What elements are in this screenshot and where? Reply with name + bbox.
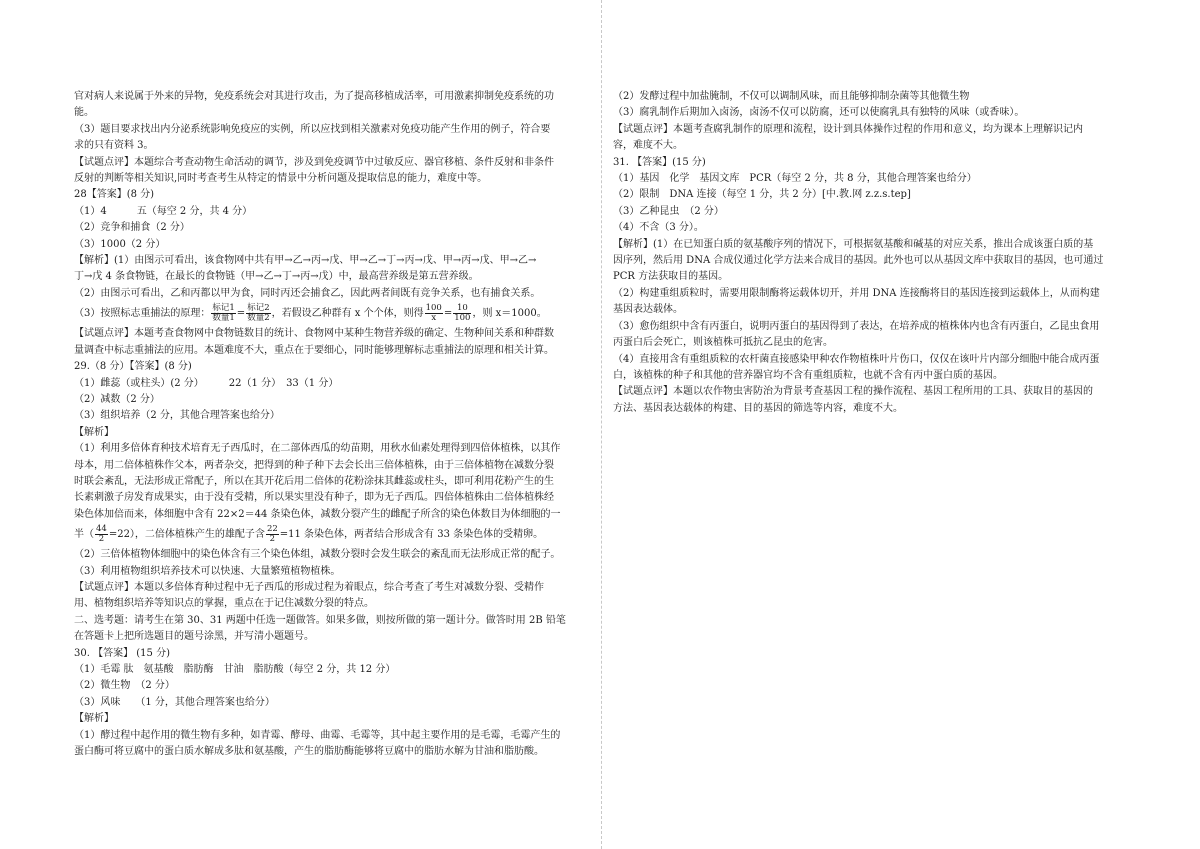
text-line: （4）不含（3 分）。 bbox=[613, 222, 704, 234]
text-line: 量调查中标志重捕法的应用。本题难度不大，重点在于要细心，同时能够理解标志重捕法的原理和相关计算。 bbox=[74, 344, 554, 356]
text-line: （1）毛霉 肽 氨基酸 脂肪酶 甘油 脂肪酸（每空 2 分，共 12 分） bbox=[74, 664, 396, 675]
question-heading: 28【答案】(8 分) bbox=[74, 189, 155, 201]
text-line: 【试题点评】本题考查腐乳制作的原理和流程，设计到具体操作过程的作用和意义，均为课本上理解识记内 bbox=[613, 123, 1083, 135]
fraction: $\frac{\text{标记1}}{\text{数量1}}$ bbox=[212, 303, 235, 324]
text-line: （3）题目要求找出内分泌系统影响免疫应的实例，所以应找到相关激素对免疫功能产生作用的例子，符合要 bbox=[74, 123, 551, 135]
text-line: 时联会紊乱，无法形成正常配子，所以在其开花后用二倍体的花粉涂抹其雌蕊或柱头，即可利用花粉产生的生 bbox=[74, 475, 554, 487]
text-line: 容，难度不大。 bbox=[613, 140, 683, 152]
fraction: $\frac{44}{2}$ bbox=[96, 524, 107, 545]
right-column bbox=[613, 89, 1129, 417]
text-line: （3）1000（2 分） bbox=[74, 238, 166, 250]
text-line: 求的只有资料 3。 bbox=[74, 140, 154, 152]
text-line: 【试题点评】本题考查食物网中食物链数目的统计、食物网中某种生物营养级的确定、生物种间关系和种群数 bbox=[74, 328, 554, 340]
fraction: $\frac{\text{标记2}}{\text{数量2}}$ bbox=[247, 303, 270, 324]
mark-recapture-formula: （3）按照标志重捕法的原理： $\frac{\text{标记1}}{\text{数量1}}$ = $\frac{\text{标记2}}{\text{数量2}}$ ，若假设乙种群有 x 个个体，则得 $\frac{100}{x}$ = $\frac{10}{100}$ ，则 x＝1000。 bbox=[74, 303, 547, 324]
text-line: 在答题卡上把所选题目的题号涂黑，并写清小题题号。 bbox=[74, 631, 314, 643]
text-line: （3）愈伤组织中含有丙蛋白，说明丙蛋白的基因得到了表达，在培养成的植株体内也含有丙蛋白，乙昆虫食用 bbox=[613, 320, 1100, 332]
text-line: （3）风味 （1 分，其他合理答案也给分） bbox=[74, 696, 275, 708]
text-line: 因序列，然后用 DNA 合成仪通过化学方法来合成目的基因。此外也可以从基因文库中获取目的基因，也可通过 bbox=[613, 255, 1104, 267]
text-line: 官对病人来说属于外来的异物，免疫系统会对其进行攻击，为了提高移植成活率，可用激素抑制免疫系统的功 bbox=[74, 91, 554, 102]
text-line: 用、植物组织培养等知识点的掌握，重点在于记住减数分裂的特点。 bbox=[74, 598, 374, 610]
text-line: 【解析】 bbox=[74, 713, 114, 725]
text-line: （3）利用植物组织培养技术可以快速、大量繁殖植物植株。 bbox=[74, 565, 341, 577]
text-line: 【试题点评】本题以多倍体育种过程中无子西瓜的形成过程为着眼点，综合考查了考生对减数分裂、受精作 bbox=[74, 581, 544, 593]
text-line: （3）腐乳制作后期加入卤汤，卤汤不仅可以防腐，还可以使腐乳具有独特的风味（或香味）。 bbox=[613, 107, 1025, 119]
text-line: 母本，用二倍体植株作父本，两者杂交，把得到的种子种下去会长出三倍体植株，由于三倍体植物在减数分裂 bbox=[74, 459, 554, 471]
text-line: （2）由图示可看出，乙和丙都以甲为食，同时丙还会捕食乙，因此两者间既有竞争关系，也有捕食关系。 bbox=[74, 287, 541, 299]
text-line: 反射的判断等相关知识,同时考查考生从特定的情景中分析问题及提取信息的能力，难度中等。 bbox=[74, 173, 488, 185]
text-line: （2）三倍体植物体细胞中的染色体含有三个染色体组，减数分裂时会发生联会的紊乱而无法形成正常的配子。 bbox=[74, 549, 561, 561]
text-line: 【解析】(1）在已知蛋白质的氨基酸序列的情况下，可根据氨基酸和碱基的对应关系，推出合成该蛋白质的基 bbox=[613, 238, 1094, 250]
text-line: 蛋白酶可将豆腐中的蛋白质水解成多肽和氨基酸，产生的脂肪酶能够将豆腐中的脂肪水解为甘油和脂肪酸。 bbox=[74, 746, 544, 758]
text-line: （1）4 五（每空 2 分，共 4 分） bbox=[74, 205, 253, 217]
text-line: 染色体加倍而来，体细胞中含有 22×2＝44 条染色体，减数分裂产生的雌配子所含的染色体数目为体细胞的一 bbox=[74, 508, 561, 520]
text-line: （2）构建重组质粒时，需要用限制酶将运载体切开，并用 DNA 连接酶将目的基因连接到运载体上，从而构建 bbox=[613, 287, 1100, 299]
text-line: 【试题点评】本题以农作物虫害防治为背景考查基因工程的操作流程、基因工程所用的工具、获取目的基因的 bbox=[613, 386, 1093, 398]
text-line: （1）雌蕊（或柱头）(2 分） 22（1 分） 33（1 分） bbox=[74, 377, 339, 389]
text-line: 【解析】 bbox=[74, 426, 114, 438]
text-line: （4）直接用含有重组质粒的农杆菌直接感染甲种农作物植株叶片伤口，仅仅在该叶片内部分细胞中能合成丙蛋 bbox=[613, 353, 1100, 365]
text-line: （2）减数（2 分） bbox=[74, 393, 160, 405]
column-divider bbox=[601, 0, 602, 849]
text-line: 二、选考题：请考生在第 30、31 两题中任选一题做答。如果多做，则按所做的第一题计分。做答时用 2B 铅笔 bbox=[74, 614, 566, 626]
left-column bbox=[74, 89, 590, 760]
text-line: （2）微生物 （2 分） bbox=[74, 680, 175, 692]
question-heading: 31. 【答案】(15 分) bbox=[613, 156, 706, 168]
text-line: 【解析】(1）由图示可看出，该食物网中共有甲→乙→丙→戊、甲→乙→丁→丙→戊、甲→丙→戊、甲→乙→ bbox=[74, 255, 537, 267]
text-line: （1）酵过程中起作用的微生物有多种，如青霉、酵母、曲霉、毛霉等，其中起主要作用的是毛霉，毛霉产生的 bbox=[74, 729, 561, 741]
text-line: 白，该植株的种子和其他的营养器官均不含有重组质粒，也就不含有丙中蛋白质的基因。 bbox=[613, 369, 1003, 381]
text-line: （3）乙种昆虫 （2 分） bbox=[613, 205, 724, 217]
text-line: 长素刺激子房发育成果实，由于没有受精，所以果实里没有种子，即为无子西瓜。四倍体植株由二倍体植株经 bbox=[74, 492, 554, 504]
fraction: $\frac{22}{2}$ bbox=[266, 524, 278, 545]
question-heading: 30. 【答案】 (15 分) bbox=[74, 647, 170, 659]
text-line: （2）发酵过程中加盐腌制，不仅可以调制风味，而且能够抑制杂菌等其他微生物 bbox=[613, 91, 970, 102]
text-line: （2）竞争和捕食（2 分） bbox=[74, 222, 190, 234]
text-line: PCR 方法获取目的基因。 bbox=[613, 271, 729, 283]
fraction: $\frac{100}{x}$ bbox=[425, 303, 442, 324]
text-line: 丁→戊 4 条食物链，在最长的食物链（甲→乙→丁→丙→戊）中，最高营养级是第五营养级。 bbox=[74, 271, 479, 283]
chromosome-formula: 半（ $\frac{44}{2}$ =22），二倍体植株产生的雄配子含 $\frac{22}{2}$ =11 条染色体，两者结合形成含有 33 条染色体的受精卵。 bbox=[74, 524, 544, 545]
text-line: 【试题点评】本题综合考查动物生命活动的调节，涉及到免疫调节中过敏反应、器官移植、条件反射和非条件 bbox=[74, 156, 554, 168]
question-heading: 29.（8 分）【答案】(8 分) bbox=[74, 361, 192, 373]
text-line: （1）利用多倍体育种技术培育无子西瓜时，在二部体西瓜的幼苗期，用秋水仙素处理得到四倍体植株，以其作 bbox=[74, 443, 561, 455]
fraction: $\frac{10}{100}$ bbox=[454, 303, 471, 324]
text-line: （3）组织培养（2 分，其他合理答案也给分） bbox=[74, 410, 280, 422]
text-line: 方法、基因表达载体的构建、目的基因的筛选等内容，难度不大。 bbox=[613, 402, 903, 414]
text-line: 能。 bbox=[74, 107, 94, 119]
text-line: （2）限制 DNA 连接（每空 1 分，共 2 分）[中.教.网 z.z.s.tep] bbox=[613, 189, 911, 201]
text-line: 丙蛋白后会死亡，则该植株可抵抗乙昆虫的危害。 bbox=[613, 337, 833, 349]
text-line: （1）基因 化学 基因文库 PCR（每空 2 分，共 8 分，其他合理答案也给分） bbox=[613, 173, 977, 185]
text-line: 基因表达载体。 bbox=[613, 304, 683, 316]
